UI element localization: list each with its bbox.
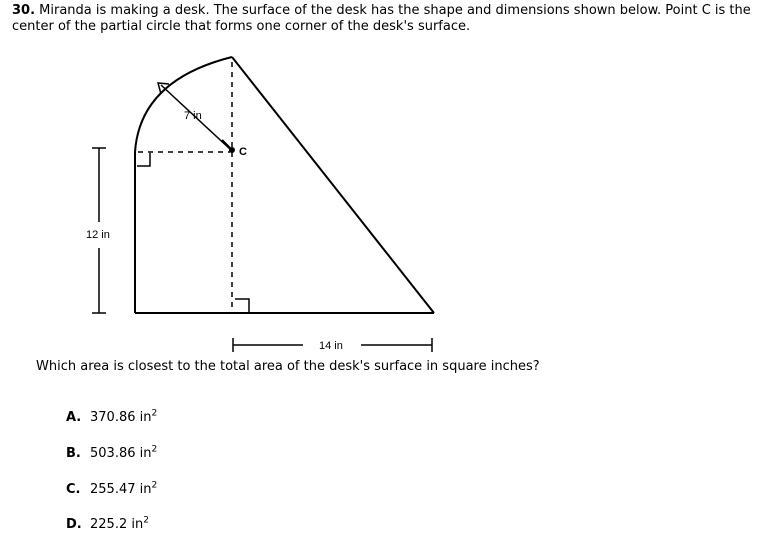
radius-label: 7 in <box>184 110 202 122</box>
choice-value: 225.2 in <box>90 517 144 532</box>
desk-outline <box>135 57 434 313</box>
choice-a[interactable] <box>66 410 157 426</box>
choice-value: 503.86 in <box>90 446 152 461</box>
choice-letter: B. <box>66 446 81 461</box>
center-label: C <box>239 146 247 158</box>
width-label: 14 in <box>319 340 343 352</box>
choice-letter: D. <box>66 517 82 532</box>
choice-exponent: 2 <box>151 408 158 419</box>
question-body: Miranda is making a desk. The surface of the desk has the shape and dimensions shown below. Point C is the center of the partial circle that forms one corner of the desk's surface. <box>12 3 751 34</box>
center-pointer <box>222 140 230 148</box>
question-prompt: Which area is closest to the total area of the desk's surface in square inches? <box>36 359 540 374</box>
question-number: 30. <box>12 3 36 18</box>
hypotenuse-edge <box>232 57 434 313</box>
choice-letter: A. <box>66 410 82 425</box>
choice-letter: C. <box>66 482 81 497</box>
choice-c[interactable] <box>66 482 157 498</box>
right-angle-bottom <box>235 299 249 312</box>
choice-d[interactable] <box>66 517 149 533</box>
choice-exponent: 2 <box>143 515 149 526</box>
right-angle-top <box>137 153 150 166</box>
radius-lines <box>138 62 232 310</box>
choice-b[interactable] <box>66 446 157 462</box>
height-label: 12 in <box>86 229 110 241</box>
choice-exponent: 2 <box>151 444 158 455</box>
choice-value: 370.86 in <box>90 410 152 425</box>
choice-exponent: 2 <box>151 480 158 491</box>
choice-value: 255.47 in <box>90 482 152 497</box>
center-point <box>229 147 235 153</box>
